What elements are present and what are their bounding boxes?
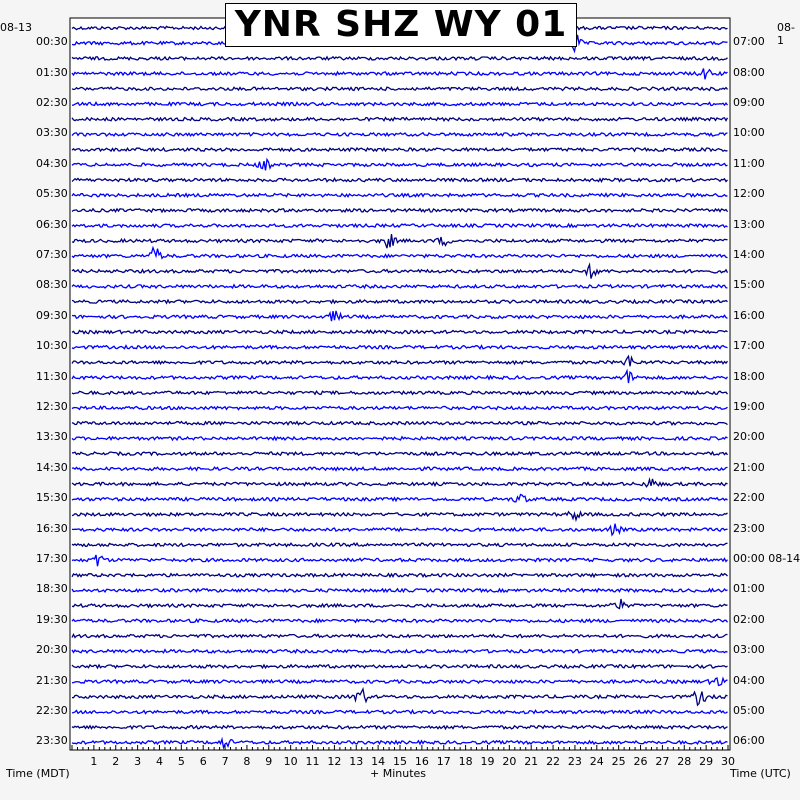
left-time-label: 03:30	[36, 126, 68, 140]
left-time-label: 15:30	[36, 491, 68, 505]
left-time-label: 19:30	[36, 612, 68, 626]
right-time-label: 09:00	[733, 96, 765, 109]
left-time-label: 08:30	[36, 278, 68, 292]
right-time-label: 06:00	[733, 734, 765, 748]
left-time-label: 04:30	[36, 156, 68, 170]
x-tick-label: 7	[221, 755, 229, 768]
x-tick-label: 26	[633, 755, 648, 768]
left-time-label: 18:30	[36, 582, 68, 596]
x-tick-label: 3	[134, 755, 142, 768]
left-time-label: 01:30	[36, 65, 68, 79]
x-tick-label: 15	[393, 755, 407, 768]
x-tick-label: 9	[265, 755, 273, 768]
right-time-label: 05:00	[733, 704, 765, 717]
x-tick-label: 2	[112, 755, 120, 768]
x-tick-label: 4	[155, 755, 163, 768]
left-time-label: 20:30	[36, 643, 68, 657]
left-time-label: 14:30	[36, 460, 68, 474]
left-time-label: 17:30	[36, 552, 68, 565]
right-time-label: 22:00	[733, 491, 765, 505]
x-tick-label: 22	[546, 755, 561, 768]
right-time-label: 10:00	[733, 126, 765, 140]
left-time-label: 09:30	[36, 308, 68, 322]
right-time-label: 20:00	[733, 430, 765, 444]
right-time-label: 01:00	[733, 582, 765, 596]
right-time-label: 23:00	[733, 521, 765, 535]
left-time-label: 12:30	[36, 400, 68, 413]
x-tick-label: 27	[655, 755, 670, 768]
x-tick-label: 13	[349, 755, 364, 768]
right-time-label: 02:00	[733, 612, 765, 626]
x-tick-label: 21	[524, 755, 539, 768]
left-time-label: 10:30	[36, 339, 68, 353]
right-time-label: 18:00	[733, 369, 765, 383]
right-time-label: 07:00	[733, 35, 765, 49]
left-time-label: 16:30	[36, 521, 68, 535]
right-time-label: 21:00	[733, 460, 765, 474]
left-time-label: 05:30	[36, 187, 68, 201]
x-tick-label: 28	[677, 755, 692, 768]
x-tick-label: 10	[283, 755, 298, 768]
right-time-label: 04:00	[733, 673, 765, 687]
left-time-label: 23:30	[36, 734, 68, 748]
right-time-label: 12:00	[733, 187, 765, 201]
x-tick-label: 12	[327, 755, 342, 768]
x-tick-label: 24	[589, 755, 604, 768]
left-time-label: 06:30	[36, 217, 68, 231]
right-time-label: 11:00	[733, 156, 765, 170]
x-tick-label: 5	[177, 755, 185, 768]
x-tick-label: 17	[436, 755, 451, 768]
x-tick-label: 29	[699, 755, 714, 768]
left-time-label: 11:30	[36, 369, 68, 383]
right-time-label: 00:00 08-14	[733, 552, 800, 565]
right-time-label: 17:00	[733, 339, 765, 353]
left-time-label: 22:30	[36, 704, 68, 717]
start-date-left: 08-13	[0, 21, 32, 34]
right-time-label: 13:00	[733, 217, 765, 231]
right-time-label: 15:00	[733, 278, 765, 292]
x-tick-label: 25	[611, 755, 626, 768]
x-label-right: Time (UTC)	[730, 767, 791, 780]
right-time-label: 16:00	[733, 308, 765, 322]
start-date-right: 08-1	[777, 21, 795, 47]
x-tick-label: 20	[502, 755, 517, 768]
plot-frame	[70, 18, 730, 750]
x-tick-label: 11	[305, 755, 320, 768]
left-time-label: 13:30	[36, 430, 68, 444]
left-time-label: 02:30	[36, 96, 68, 109]
x-tick-label: 18	[458, 755, 473, 768]
x-tick-label: 16	[414, 755, 429, 768]
x-label-center: + Minutes	[370, 767, 427, 780]
x-tick-label: 6	[199, 755, 207, 768]
left-time-label: 07:30	[36, 248, 68, 261]
x-tick-label: 23	[567, 755, 582, 768]
x-tick-label: 30	[721, 755, 735, 768]
right-time-label: 14:00	[733, 248, 765, 261]
x-tick-label: 8	[243, 755, 251, 768]
x-tick-label: 1	[90, 755, 98, 768]
left-time-label: 21:30	[36, 673, 68, 687]
x-tick-label: 19	[480, 755, 495, 768]
x-tick-label: 14	[371, 755, 386, 768]
right-time-label: 03:00	[733, 643, 765, 657]
right-time-label: 19:00	[733, 400, 765, 413]
left-time-label: 00:30	[36, 35, 68, 49]
right-time-label: 08:00	[733, 65, 765, 79]
chart-title: YNR SHZ WY 01	[225, 3, 577, 47]
x-label-left: Time (MDT)	[6, 767, 70, 780]
